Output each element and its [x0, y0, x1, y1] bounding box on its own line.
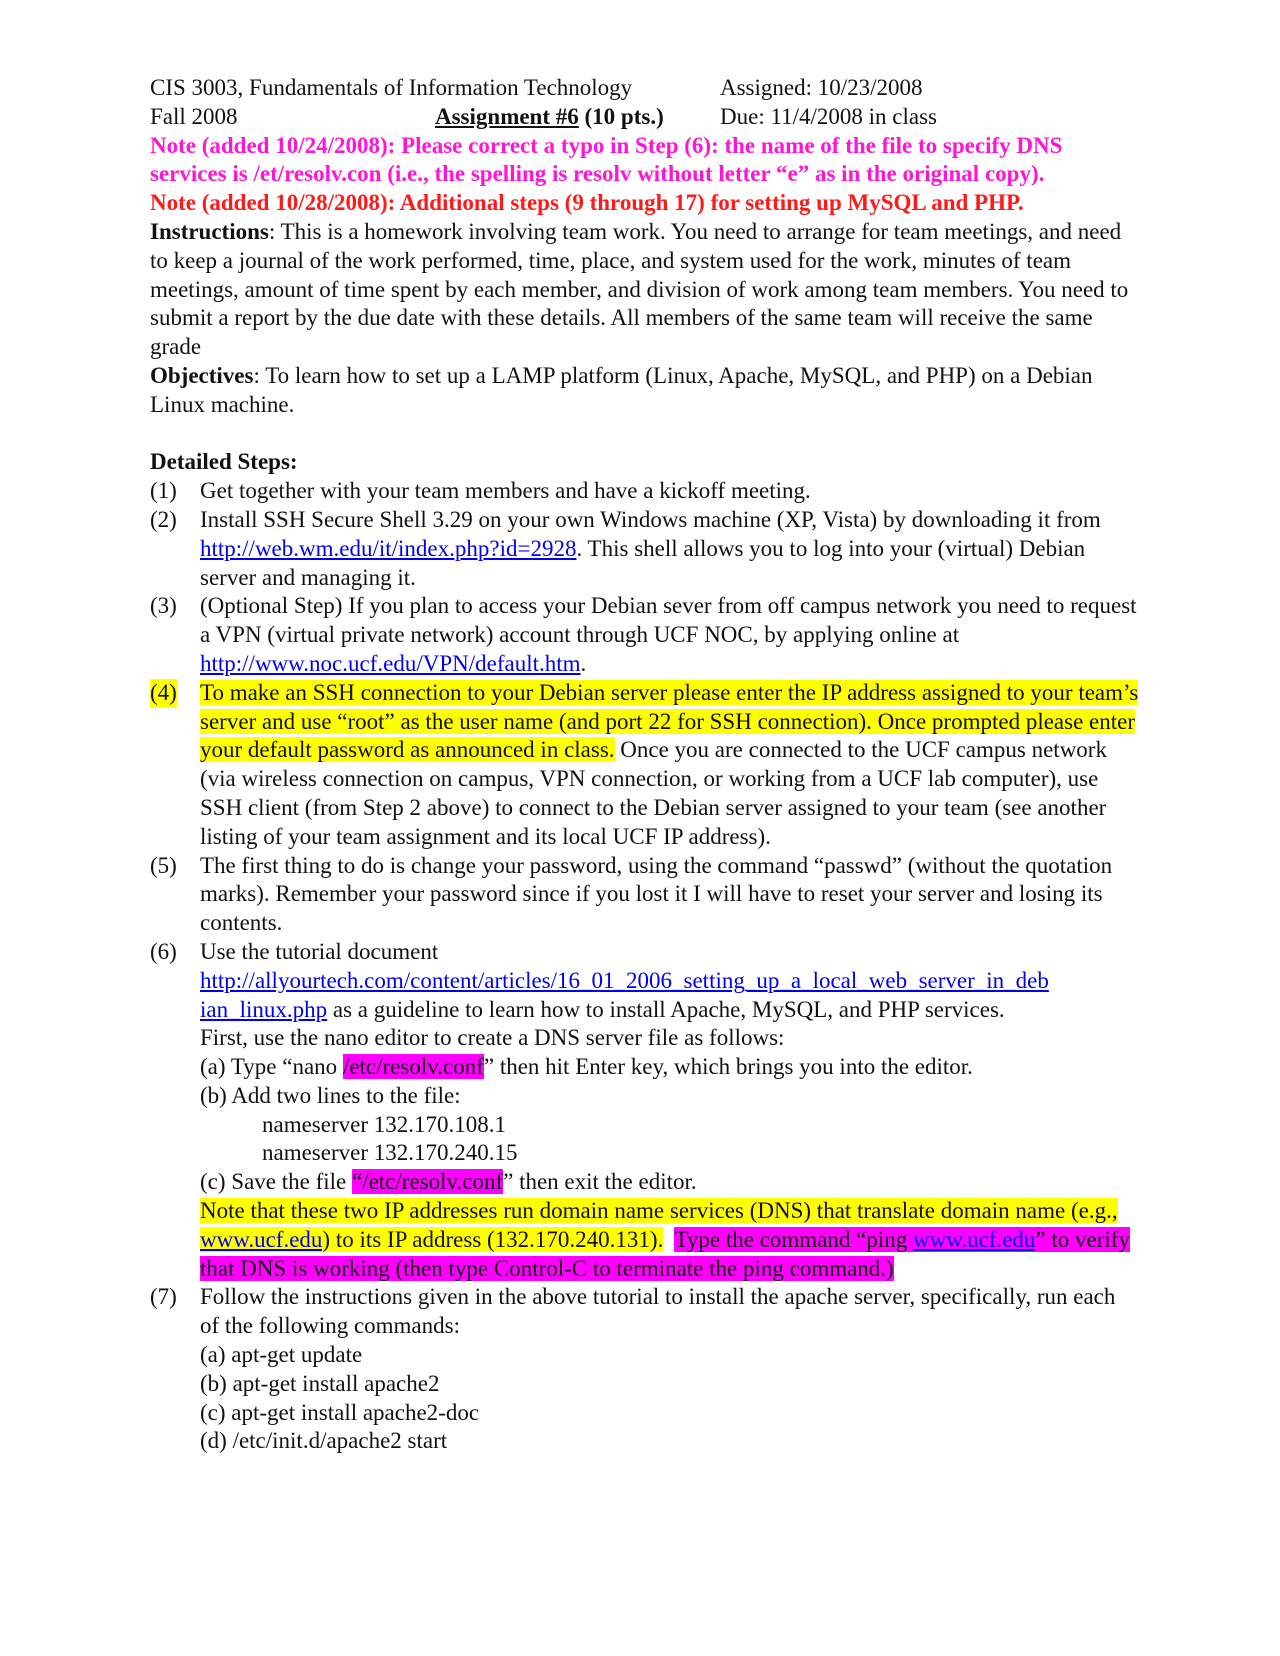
due-date: Due: 11/4/2008 in class	[720, 103, 937, 129]
objectives-paragraph	[150, 362, 1140, 420]
step-text: . This shell allows you to log into your (virtual) Debian server and managing it.	[200, 535, 1086, 590]
step-text: as a guideline to learn how to install Apache, MySQL, and PHP services.	[327, 996, 1005, 1022]
step-text: The first thing to do is change your password, using the command “passwd” (without the quotation marks). Remember your password since if you lost it I will have to reset your server and losing its contents.	[200, 852, 1113, 936]
substep-c	[200, 1168, 1140, 1197]
step-text: (Optional Step) If you plan to access your Debian sever from off campus network you need to request a VPN (virtual private network) account through UCF NOC, by applying online at	[200, 593, 1137, 648]
tutorial-link[interactable]: http://allyourtech.com/content/articles/16_01_2006_setting_up_a_local_web_server_in_deb	[200, 967, 1049, 993]
step-text: Get together with your team members and have a kickoff meeting.	[200, 478, 811, 504]
substep-text: (a) Type “nano	[200, 1054, 343, 1080]
blank-line	[150, 420, 1140, 449]
substep-text: ” then exit the editor.	[503, 1169, 697, 1195]
dns-note	[200, 1197, 1140, 1283]
substep-text: ” then hit Enter key, which brings you into the editor.	[483, 1054, 973, 1080]
step-text: Once you are connected to the UCF campus network (via wireless connection on campus, VPN connection, or working from a UCF lab computer), use SSH client (from Step 2 above) to connect to the Debian server assigned to your team (see another listing of your team assignment and its local UCF IP address).	[200, 737, 1107, 849]
substep-a	[200, 1053, 1140, 1082]
step-number: (1)	[150, 478, 177, 504]
step-text: Use the tutorial document	[200, 938, 439, 964]
instructions-label: Instructions	[150, 218, 269, 244]
step-1	[150, 477, 1140, 506]
tutorial-link-line	[200, 967, 1140, 996]
resolv-conf-filename: /etc/resolv.conf	[342, 1054, 484, 1080]
command-line: (a) apt-get update	[200, 1342, 363, 1368]
assigned-date: Assigned: 10/23/2008	[720, 75, 923, 100]
ucf-link[interactable]: www.ucf.edu	[200, 1226, 323, 1252]
steps-heading: Detailed Steps:	[150, 449, 298, 475]
resolv-conf-filename: “/etc/resolv.conf	[351, 1169, 504, 1195]
step-number: (2)	[150, 506, 177, 532]
step-number: (7)	[150, 1284, 177, 1310]
ping-note: ” to verify that DNS is working (then type Control-C to terminate the ping command.)	[200, 1226, 1130, 1281]
nameserver-line-2: nameserver 132.170.240.15	[262, 1140, 518, 1166]
typo-note: Note (added 10/24/2008): Please correct a typo in Step (6): the name of the file to specify DNS services is /et/resolv.con (i.e., the spelling is resolv without letter “e” as in the original copy).	[150, 132, 1063, 187]
assignment-number: Assignment #6	[435, 103, 579, 129]
vpn-link[interactable]: http://www.noc.ucf.edu/VPN/default.htm	[200, 650, 581, 676]
highlighted-ssh-instructions: To make an SSH connection to your Debian server please enter the IP address assigned to your team’s server and use “root” as the user name (and port 22 for SSH connection). Once prompted please enter your default password as announced in class.	[200, 679, 1139, 763]
substep-text: (c) Save the file	[200, 1169, 352, 1195]
objectives-text: : To learn how to set up a LAMP platform (Linux, Apache, MySQL, and PHP) on a Debian Linux machine.	[150, 362, 1093, 417]
assignment-points: (10 pts.)	[578, 103, 664, 129]
command-line: (b) apt-get install apache2	[200, 1370, 440, 1396]
header-row-1	[150, 74, 1140, 103]
step-7	[150, 1283, 1140, 1456]
step-4	[150, 679, 1140, 852]
assignment-title	[435, 103, 664, 132]
additional-steps-note: Note (added 10/28/2008): Additional steps (9 through 17) for setting up MySQL and PHP.	[150, 190, 1024, 216]
step-text: Install SSH Secure Shell 3.29 on your own Windows machine (XP, Vista) by downloading it from	[200, 506, 1101, 532]
command-line: (c) apt-get install apache2-doc	[200, 1399, 480, 1425]
tutorial-link-continuation	[200, 996, 1140, 1025]
instructions-text: : This is a homework involving team work. You need to arrange for team meetings, and need to keep a journal of the work performed, time, place, and system used for the work, minutes of team meetings, amount of time spent by each member, and division of work among team members. You need to submit a report by the due date with these details. All members of the same team will receive the same grade	[150, 218, 1129, 360]
step-number: (6)	[150, 938, 177, 964]
step-6	[150, 938, 1140, 1284]
step-2	[150, 506, 1140, 592]
objectives-label: Objectives	[150, 362, 254, 388]
step-5	[150, 852, 1140, 938]
step-text: First, use the nano editor to create a DNS server file as follows:	[200, 1025, 785, 1051]
step-text: Follow the instructions given in the above tutorial to install the apache server, specifically, run each of the following commands:	[200, 1284, 1116, 1339]
step-number: (5)	[150, 852, 177, 878]
tutorial-link-end[interactable]: ian_linux.php	[200, 996, 328, 1022]
nameserver-line-1: nameserver 132.170.108.1	[262, 1111, 506, 1137]
dns-note-yellow: Note that these two IP addresses run domain name services (DNS) that translate domain name (e.g.,	[200, 1198, 1118, 1224]
ping-note: Type the command “ping	[674, 1226, 913, 1252]
ssh-download-link[interactable]: http://web.wm.edu/it/index.php?id=2928	[200, 535, 577, 561]
command-line: (d) /etc/init.d/apache2 start	[200, 1428, 448, 1454]
step-text: .	[580, 650, 587, 676]
dns-note-yellow: ) to its IP address (132.170.240.131).	[322, 1226, 664, 1252]
header-row-2	[150, 103, 1140, 132]
substep-b: (b) Add two lines to the file:	[200, 1082, 461, 1108]
ping-link[interactable]: www.ucf.edu	[913, 1226, 1036, 1252]
course-title: CIS 3003, Fundamentals of Information Technology	[150, 75, 633, 100]
step-3	[150, 592, 1140, 678]
step-number: (4)	[150, 679, 177, 708]
document-page	[150, 74, 1140, 1456]
term: Fall 2008	[150, 103, 238, 129]
instructions-paragraph	[150, 218, 1140, 362]
step-number: (3)	[150, 593, 177, 619]
